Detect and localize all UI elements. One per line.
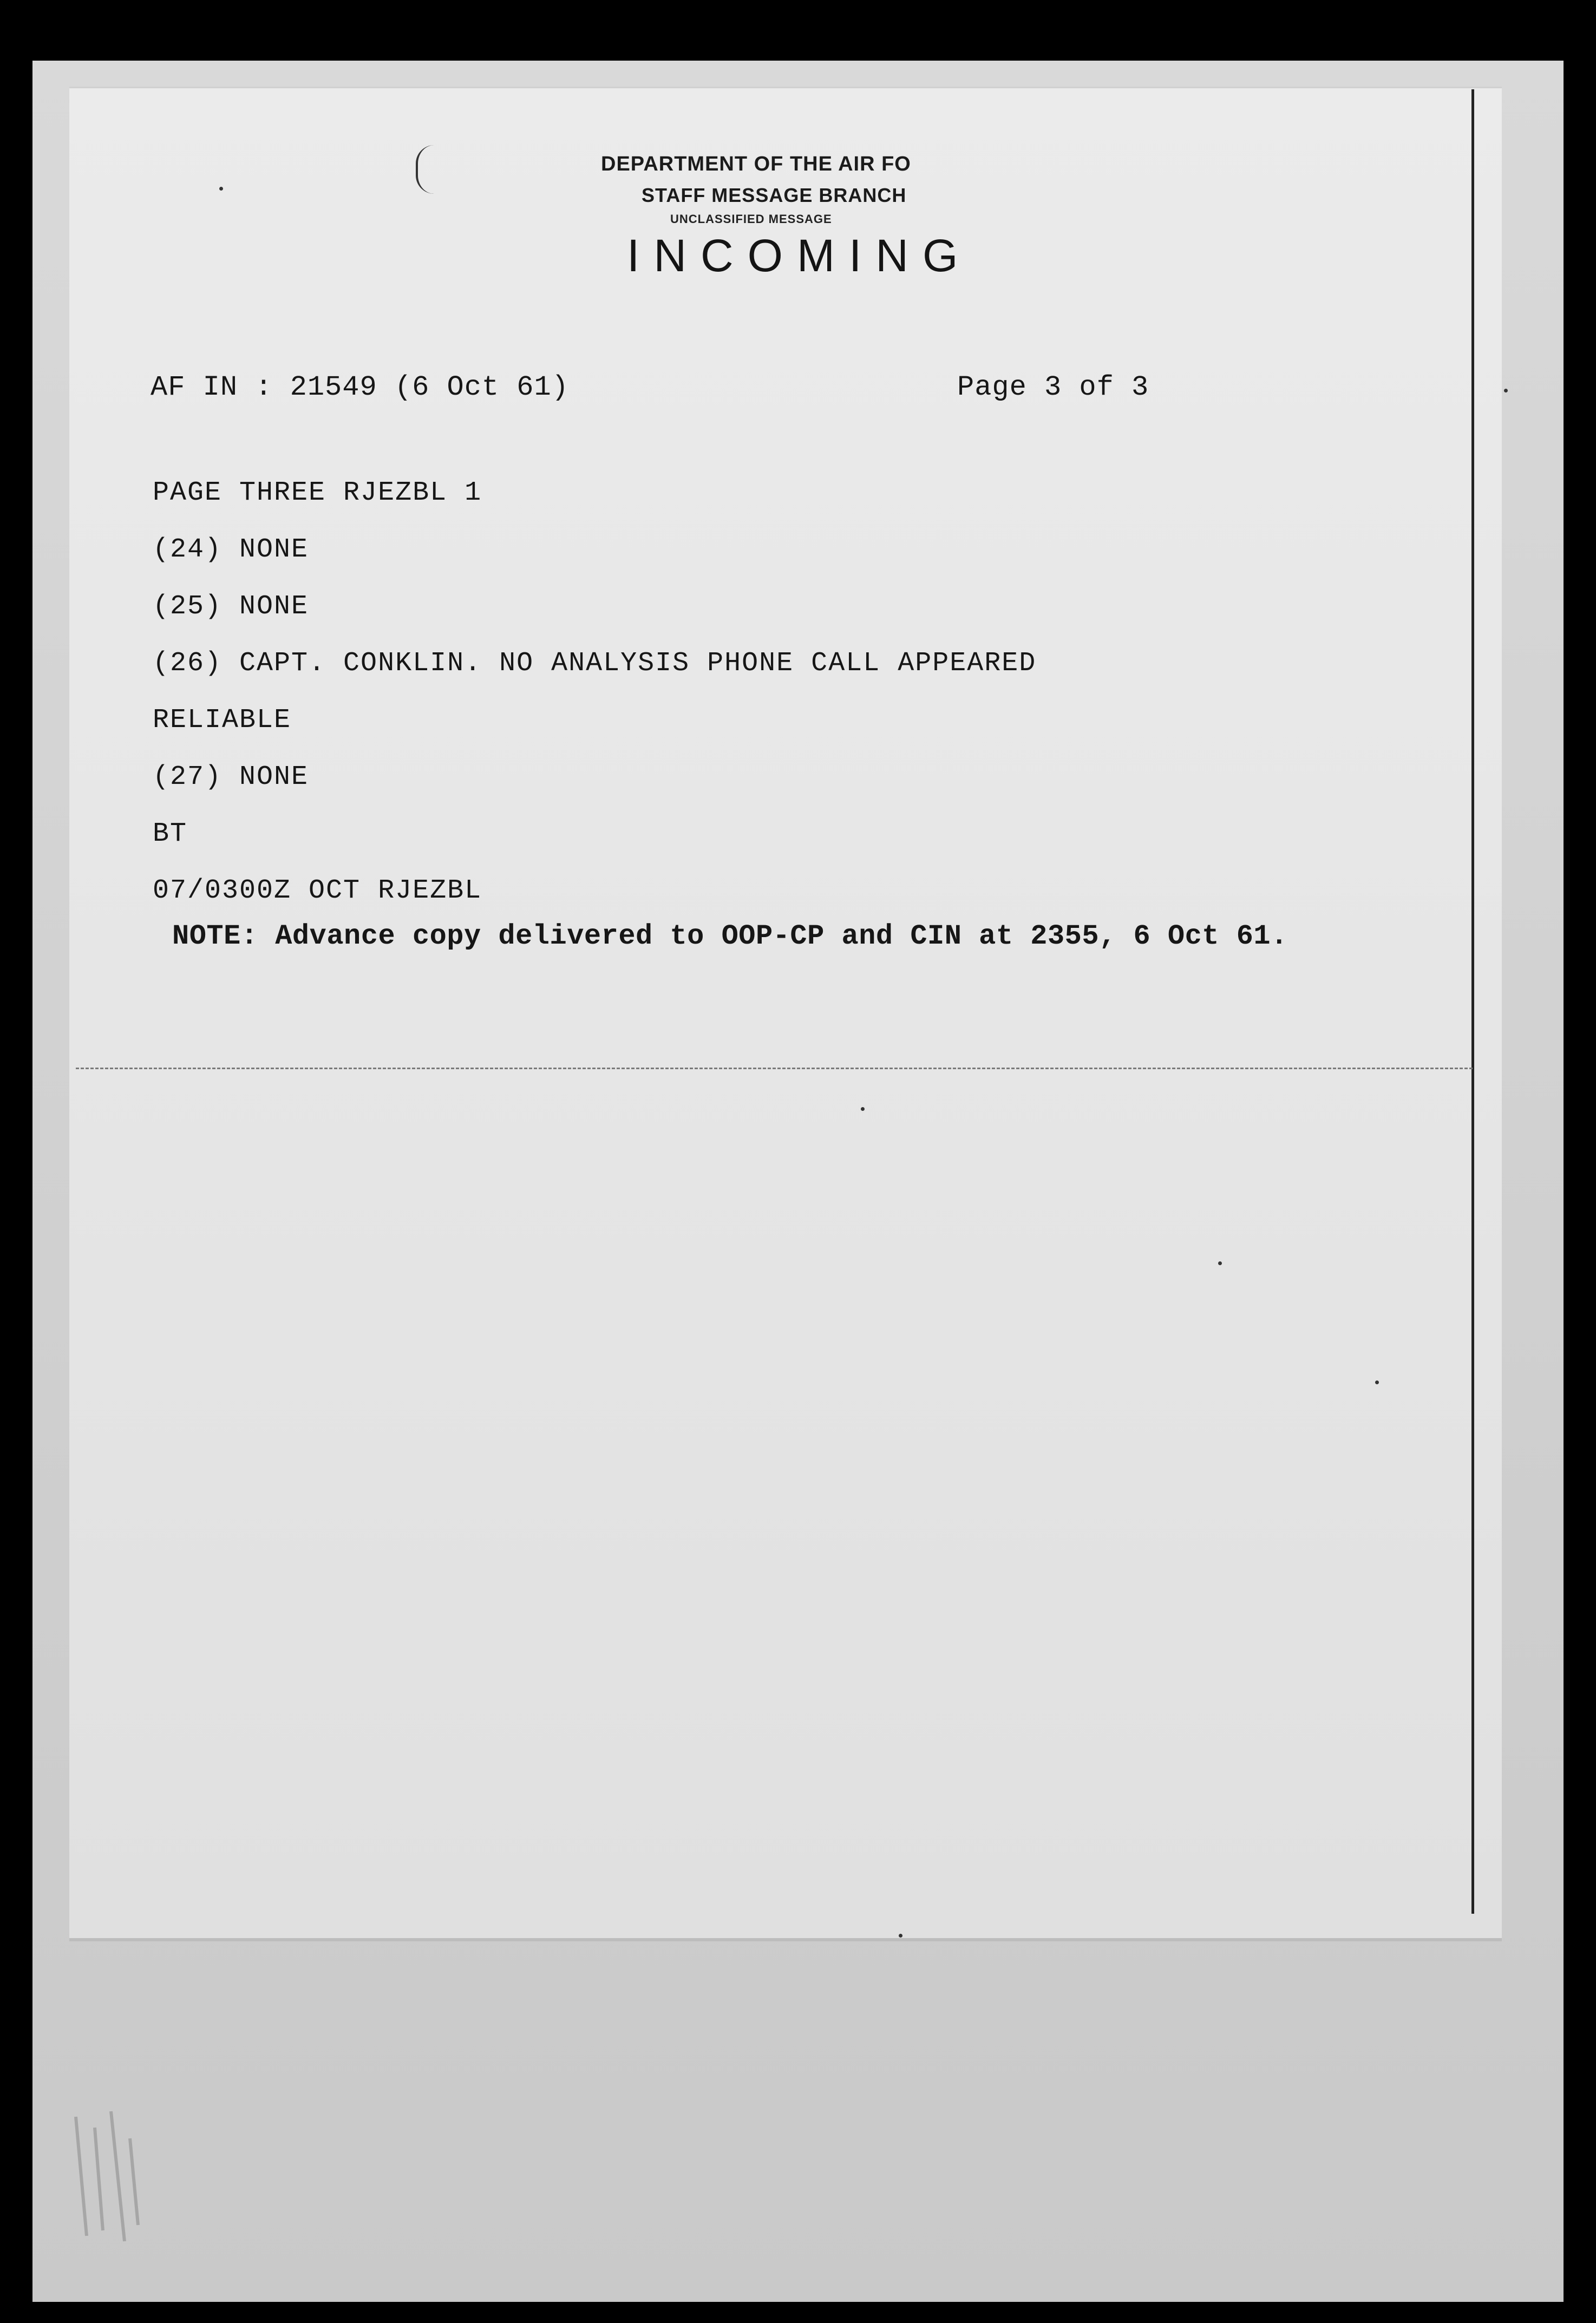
pencil-scribble	[65, 2095, 173, 2257]
tear-line	[76, 1068, 1473, 1069]
message-sheet	[69, 87, 1502, 1938]
sheet-top-edge	[69, 87, 1502, 88]
dust-speck	[1375, 1380, 1379, 1384]
message-line: PAGE THREE RJEZBL 1	[153, 477, 482, 508]
message-line: BT	[153, 819, 188, 849]
dust-speck	[219, 187, 223, 191]
message-line: 07/0300Z OCT RJEZBL	[153, 875, 482, 906]
message-body	[153, 464, 1036, 919]
incoming-title: INCOMING	[627, 230, 972, 281]
message-line: (24) NONE	[153, 534, 309, 565]
department-heading: DEPARTMENT OF THE AIR FO	[601, 153, 911, 175]
sheet-right-edge	[1471, 89, 1474, 1914]
message-line: (26) CAPT. CONKLIN. NO ANALYSIS PHONE CALL APPEARED	[153, 648, 1037, 679]
dust-speck	[861, 1107, 865, 1111]
dust-speck	[899, 1934, 902, 1938]
message-line: (27) NONE	[153, 762, 309, 793]
dust-speck	[1218, 1261, 1222, 1265]
classification-label: UNCLASSIFIED MESSAGE	[670, 212, 832, 226]
delivery-note: NOTE: Advance copy delivered to OOP-CP and CIN at 2355, 6 Oct 61.	[172, 920, 1288, 952]
page-number: Page 3 of 3	[957, 371, 1149, 403]
branch-heading: STAFF MESSAGE BRANCH	[642, 184, 907, 206]
message-line: (25) NONE	[153, 591, 309, 622]
message-reference: AF IN : 21549 (6 Oct 61)	[151, 371, 569, 403]
message-line: RELIABLE	[153, 705, 292, 736]
dust-speck	[1504, 389, 1508, 392]
